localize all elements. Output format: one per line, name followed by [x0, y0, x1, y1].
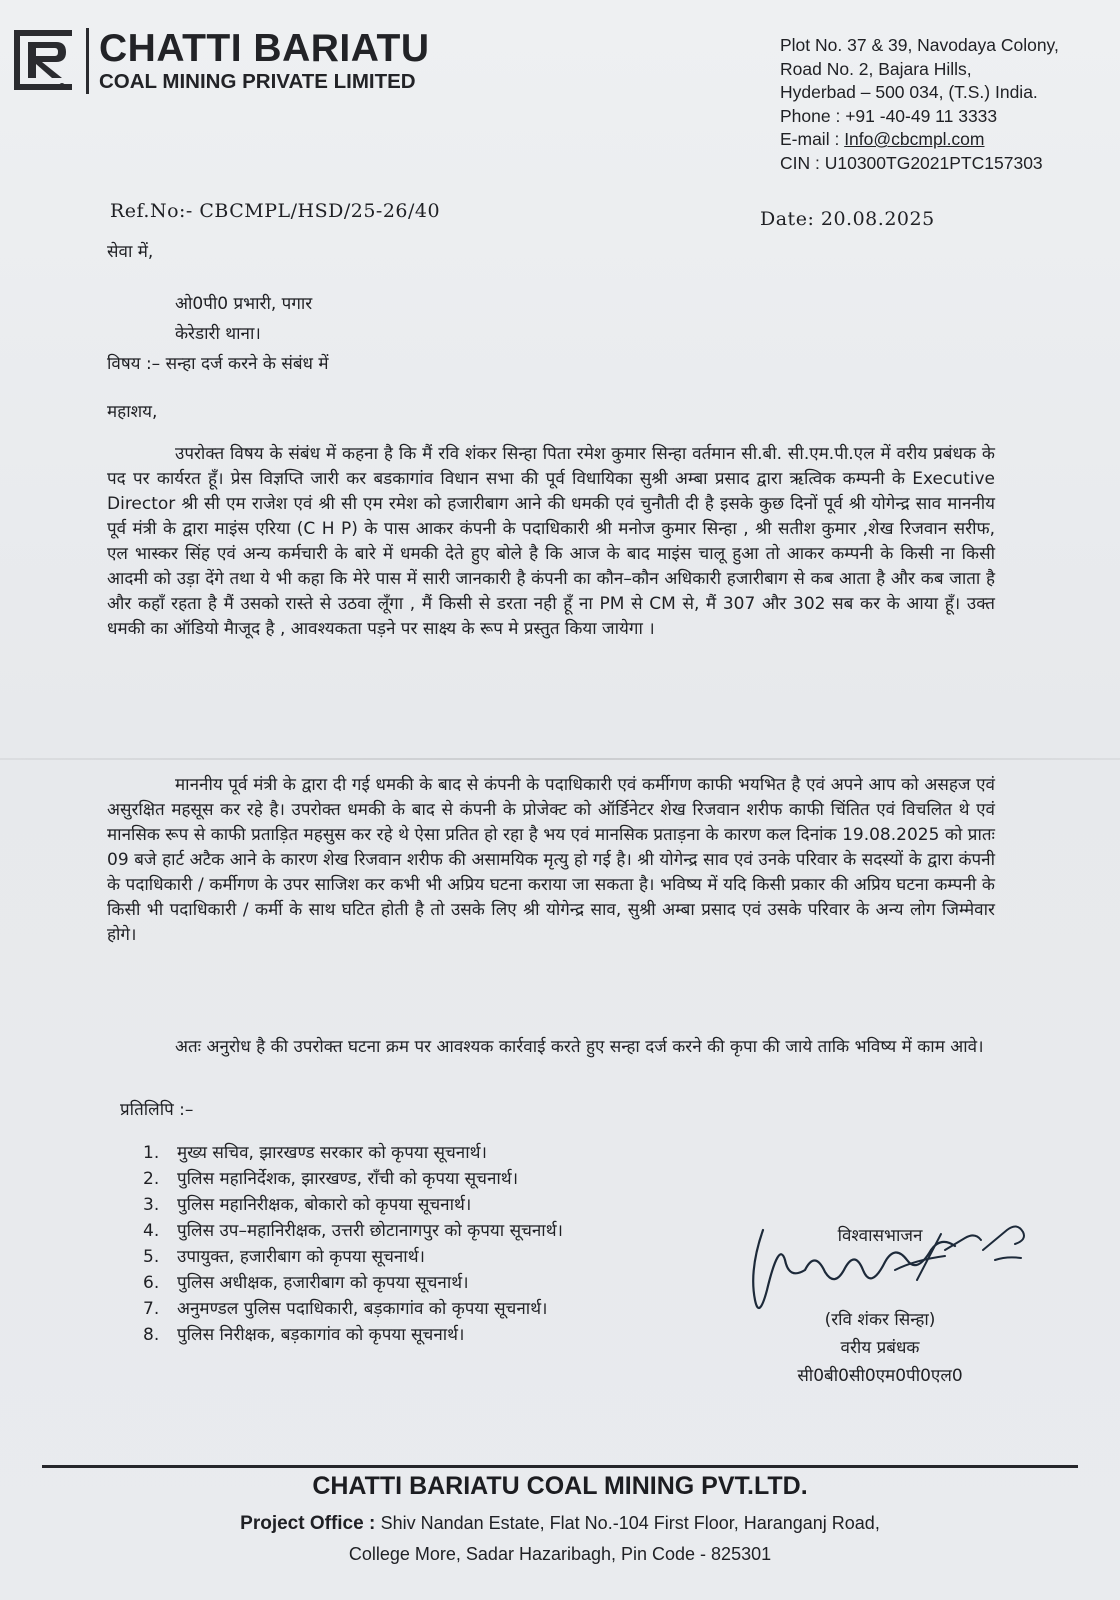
cc-list [143, 1140, 563, 1348]
letter-date: Date: 20.08.2025 [760, 208, 935, 230]
cc-text: पुलिस महानिर्देशक, झारखण्ड, राँची को कृपया सूचनार्थ। [177, 1169, 519, 1189]
salutation-to: सेवा में, [107, 242, 154, 262]
cc-number: 4. [143, 1221, 160, 1241]
cin-line: CIN : U10300TG2021PTC157303 [780, 152, 1043, 173]
cc-item [143, 1218, 563, 1244]
body-paragraph-1 [107, 442, 995, 642]
recipient-line: केरेडारी थाना। [175, 324, 261, 344]
email-line [780, 128, 1059, 152]
project-office-address [0, 1508, 1120, 1570]
footer-line [0, 1508, 1120, 1539]
project-office-label: Project Office : [240, 1513, 381, 1534]
footer-address-line: Shiv Nandan Estate, Flat No.-104 First Floor, Haranganj Road, [380, 1513, 880, 1533]
cc-number: 3. [143, 1195, 160, 1215]
phone-line: Phone : +91 -40-49 11 3333 [780, 105, 998, 126]
cc-item [143, 1166, 563, 1192]
subject-line: विषय :– सन्हा दर्ज करने के संबंध में [107, 354, 329, 374]
cc-heading: प्रतिलिपि :– [120, 1100, 194, 1120]
closing-text: विश्वासभाजन [837, 1226, 923, 1246]
footer-address-line: College More, Sadar Hazaribagh, Pin Code - 825301 [348, 1544, 772, 1564]
signatory-org: सी0बी0सी0एम0पी0एल0 [797, 1366, 963, 1386]
paragraph-text: अतः अनुरोध है की उपरोक्त घटना क्रम पर आवश्यक कार्रवाई करते हुए सन्हा दर्ज करने की कृपा की जाये ताकि भविष्य में काम आवे। [175, 1037, 984, 1057]
cc-number: 7. [143, 1299, 160, 1319]
head-office-address [780, 34, 1059, 175]
company-name: CHATTI BARIATU [99, 27, 430, 70]
cc-text: मुख्य सचिव, झारखण्ड सरकार को कृपया सूचनार्थ। [177, 1143, 487, 1163]
cc-item [143, 1192, 563, 1218]
cc-text: पुलिस महानिरीक्षक, बोकारो को कृपया सूचनार्थ। [177, 1195, 472, 1215]
footer-divider [42, 1465, 1078, 1468]
address-line: Hyderbad – 500 034, (T.S.) India. [780, 82, 1038, 102]
company-subtitle: COAL MINING PRIVATE LIMITED [99, 70, 416, 93]
company-logo-icon [12, 28, 74, 94]
body-paragraph-3 [107, 1035, 995, 1060]
paragraph-text: उपरोक्त विषय के संबंध में कहना है कि मैं रवि शंकर सिन्हा पिता रमेश कुमार सिन्हा वर्तमान सी.बी. सी.एम.पी.एल में वरीय प्रबंधक के पद पर कार्यरत हूँ। प्रेस विज्ञप्ति जारी कर बडकागांव विधान सभा की पूर्व विधायिका सुश्री अम्बा प्रसाद द्वारा ऋत्विक कम्पनी के Executive Director श्री सी एम राजेश एवं श्री सी एम रमेश को हजारीबाग आने की धमकी एवं चुनौती दी है इसके कुछ दिनों पूर्व श्री योगेन्द्र साव माननीय पूर्व मंत्री के द्वारा माइंस एरिया (C H P) के पास आकर कंपनी के पदाधिकारी श्री मनोज कुमार सिन्हा , श्री सतीश कुमार ,शेख रिजवान सरीफ, एल भास्कर सिंह एवं अन्य कर्मचारी के बारे में धमकी देते हुए बोले है कि आज के बाद माइंस चालू हुआ तो आकर कम्पनी के किसी ना किसी आदमी को उड़ा देंगे तथा ये भी कहा कि मेरे पास में सारी जानकारी है कंपनी का कौन–कौन अधिकारी हजारीबाग से कब आता है और कब जाता है और कहाँ रहता है मैं उसको रास्ते से उठवा लूँगा , मैं किसी से डरता नही हूँ ना PM से CM से, मैं 307 और 302 सब कर के आया हूँ। उक्त धमकी का ऑडियो मैाजूद है , आवश्यकता पड़ने पर साक्ष्य के रूप मे प्रस्तुत किया जायेगा । [107, 444, 995, 639]
cc-number: 6. [143, 1273, 160, 1293]
cc-text: पुलिस उप–महानिरीक्षक, उत्तरी छोटानागपुर को कृपया सूचनार्थ। [177, 1221, 564, 1241]
company-name-block [86, 28, 430, 94]
email-label: E-mail : [780, 129, 845, 149]
cc-text: पुलिस अधीक्षक, हजारीबाग को कृपया सूचनार्थ। [177, 1273, 469, 1293]
address-line: Plot No. 37 & 39, Navodaya Colony, [780, 35, 1059, 55]
address-line: Road No. 2, Bajara Hills, [780, 58, 972, 79]
cc-item [143, 1140, 563, 1166]
paper-fold-line [0, 758, 1120, 760]
cc-text: अनुमण्डल पुलिस पदाधिकारी, बड़कागांव को कृपया सूचनार्थ। [177, 1299, 548, 1319]
signatory-designation: वरीय प्रबंधक [840, 1338, 920, 1358]
cc-number: 8. [143, 1325, 160, 1345]
cc-number: 1. [143, 1143, 160, 1163]
cc-text: उपायुक्त, हजारीबाग को कृपया सूचनार्थ। [177, 1247, 426, 1267]
cc-number: 2. [143, 1169, 160, 1189]
paragraph-text: माननीय पूर्व मंत्री के द्वारा दी गई धमकी के बाद से कंपनी के पदाधिकारी एवं कर्मीगण काफी भयभित है एवं अपने आप को असहज एवं असुरक्षित महसूस कर रहे है। उपरोक्त धमकी के बाद से कंपनी के प्रोजेक्ट को ऑर्डिनेटर शेख रिजवान शरीफ काफी चिंतित एवं विचलित थे एवं मानसिक रूप से काफी प्रताड़ित महसुस कर रहे थे ऐसा प्रतित हो रहा है भय एवं मानसिक प्रताड़ना के कारण कल दिनांक 19.08.2025 को प्रातः 09 बजे हार्ट अटैक आने के कारण शेख रिजवान शरीफ की असामयिक मृत्यु हो गई है। श्री योगेन्द्र साव एवं उनके परिवार के सदस्यों के द्वारा कंपनी के पदाधिकारी / कर्मीगण के उपर साजिश कर कभी भी अप्रिय घटना कराया जा सकता है। भविष्य में यदि किसी प्रकार की अप्रिय घटना कम्पनी के किसी भी पदाधिकारी / कर्मी के साथ घटित होती है तो उसके लिए श्री योगेन्द्र साव, सुश्री अम्बा प्रसाद एवं उसके परिवार के अन्य लोग जिम्मेवार होगे। [107, 775, 995, 945]
reference-number: Ref.No:- CBCMPL/HSD/25-26/40 [110, 200, 441, 222]
email-link[interactable]: Info@cbcmpl.com [844, 129, 985, 149]
footer-company-name: CHATTI BARIATU COAL MINING PVT.LTD. [312, 1472, 808, 1500]
cc-item [143, 1270, 563, 1296]
signatory-name: (रवि शंकर सिन्हा) [824, 1310, 936, 1330]
cc-item [143, 1322, 563, 1348]
cc-item [143, 1296, 563, 1322]
body-paragraph-2 [107, 773, 995, 948]
cc-number: 5. [143, 1247, 160, 1267]
greeting: महाशय, [107, 402, 158, 422]
recipient-line: ओ0पी0 प्रभारी, पगार [175, 294, 313, 314]
cc-text: पुलिस निरीक्षक, बड़कागांव को कृपया सूचनार्थ। [177, 1325, 465, 1345]
cc-item [143, 1244, 563, 1270]
handwritten-signature [745, 1210, 1045, 1330]
